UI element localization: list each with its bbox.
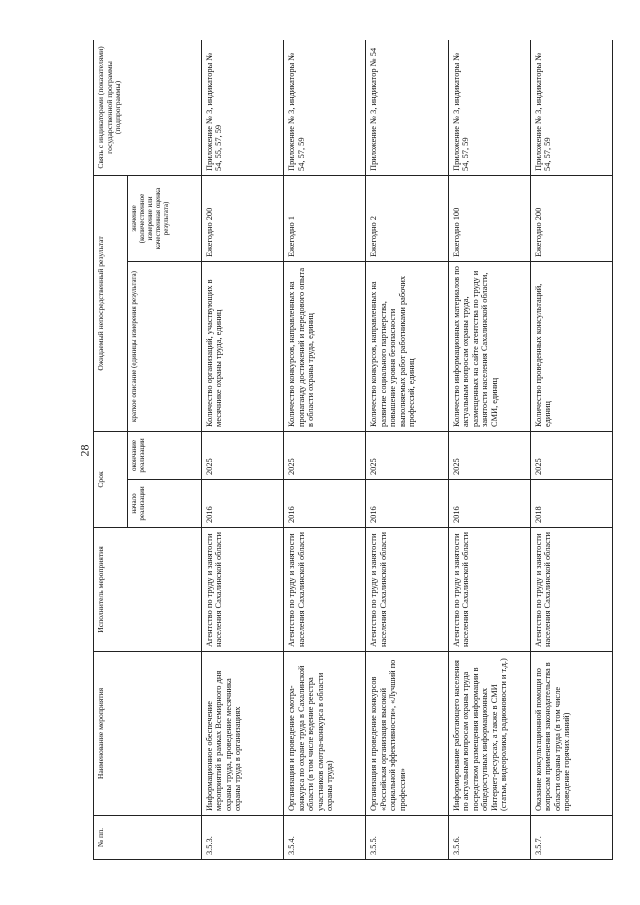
row-result-value: Ежегодно 1 (284, 175, 366, 261)
table-row (284, 40, 366, 860)
row-link: Приложение № 3, индикатор № 54 (366, 40, 448, 175)
row-start: 2016 (202, 480, 284, 528)
row-result-desc: Количество конкурсов, направленных на пропаганду достижений и передового опыта в области охраны труда, единиц (284, 261, 366, 431)
row-num: 3.5.5. (366, 816, 448, 860)
header-result: Ожидаемый непосредственный результат (94, 175, 128, 431)
header-name: Наименование мероприятия (94, 652, 202, 816)
row-result-desc: Количество организаций, участвующих в месячнике охраны труда, единиц (202, 261, 284, 431)
header-period-start: начало реализации (128, 480, 202, 528)
row-start: 2016 (448, 480, 530, 528)
table-frame (93, 40, 613, 860)
row-num: 3.5.7. (530, 816, 612, 860)
row-end: 2025 (284, 431, 366, 479)
header-result-value: значение (количественное измерение или качественная оценка результата) (128, 175, 202, 261)
table-row (366, 40, 448, 860)
header-row-top (94, 40, 128, 860)
row-result-value: Ежегодно 200 (202, 175, 284, 261)
row-result-desc: Количество проведенных консультаций, единиц (530, 261, 612, 431)
header-period: Срок (94, 431, 128, 527)
row-result-value: Ежегодно 200 (530, 175, 612, 261)
row-num: 3.5.6. (448, 816, 530, 860)
row-result-value: Ежегодно 2 (366, 175, 448, 261)
row-link: Приложение № 3, индикаторы № 54, 57, 59 (530, 40, 612, 175)
row-end: 2025 (530, 431, 612, 479)
row-executor: Агентство по труду и занятости населения Сахалинской области (448, 528, 530, 652)
row-name: Информирование работающего населения по актуальным вопросам охраны труда посредством размещения информации в общедоступных информационных Интернет-ресурсах, а также в СМИ (статьи, видеоролики, радионовости и т.д.) (448, 652, 530, 816)
row-name: Оказание консультационной помощи по вопросам применения законодательства в области охраны труда (в том числе проведение горячих линий) (530, 652, 612, 816)
header-executor: Исполнитель мероприятия (94, 528, 202, 652)
header-period-end: окончание реализации (128, 431, 202, 479)
row-end: 2025 (366, 431, 448, 479)
row-num: 3.5.3. (202, 816, 284, 860)
row-executor: Агентство по труду и занятости населения Сахалинской области (366, 528, 448, 652)
row-name: Организация и проведение смотра-конкурса по охране труда в Сахалинской области (в том числе ведение реестра участников смотра-конкурса в области охраны труда) (284, 652, 366, 816)
page-number-text: 28 (77, 444, 92, 456)
row-end: 2025 (202, 431, 284, 479)
row-name: Организация и проведение конкурсов «Российская организация высокой социальной эффективности», «Лучший по профессии» (366, 652, 448, 816)
row-name: Информационное обеспечение мероприятий в рамках Всемирного дня охраны труда, проведение месячника охраны труда в организациях (202, 652, 284, 816)
row-end: 2025 (448, 431, 530, 479)
table-row (448, 40, 530, 860)
header-link: Связь с индикаторами (показателями) государственной программы (подпрограммы) (94, 40, 202, 175)
row-num: 3.5.4. (284, 816, 366, 860)
table-row (202, 40, 284, 860)
page-number (75, 430, 95, 470)
header-num: № пп. (94, 816, 202, 860)
row-result-desc: Количество конкурсов, направленных на развитие социального партнерства, повышение уровня безопасности выполняемых работ работниками рабочих профессий, единиц (366, 261, 448, 431)
activities-table (93, 40, 613, 860)
row-start: 2018 (530, 480, 612, 528)
row-link: Приложение № 3, индикаторы № 54, 55, 57, 59 (202, 40, 284, 175)
row-executor: Агентство по труду и занятости населения Сахалинской области (530, 528, 612, 652)
header-result-desc: краткое описание (единицы измерения результата) (128, 261, 202, 431)
row-result-value: Ежегодно 100 (448, 175, 530, 261)
row-start: 2016 (366, 480, 448, 528)
row-result-desc: Количество информационных материалов по актуальным вопросам охраны труда, размещенных на сайте агентства по труду и занятости населения Сахалинской области, СМИ, единиц (448, 261, 530, 431)
row-link: Приложение № 3, индикаторы № 54, 57, 59 (448, 40, 530, 175)
row-start: 2016 (284, 480, 366, 528)
table-row (530, 40, 612, 860)
row-link: Приложение № 3, индикаторы № 54, 57, 59 (284, 40, 366, 175)
row-executor: Агентство по труду и занятости населения Сахалинской области (202, 528, 284, 652)
row-executor: Агентство по труду и занятости населения Сахалинской области (284, 528, 366, 652)
